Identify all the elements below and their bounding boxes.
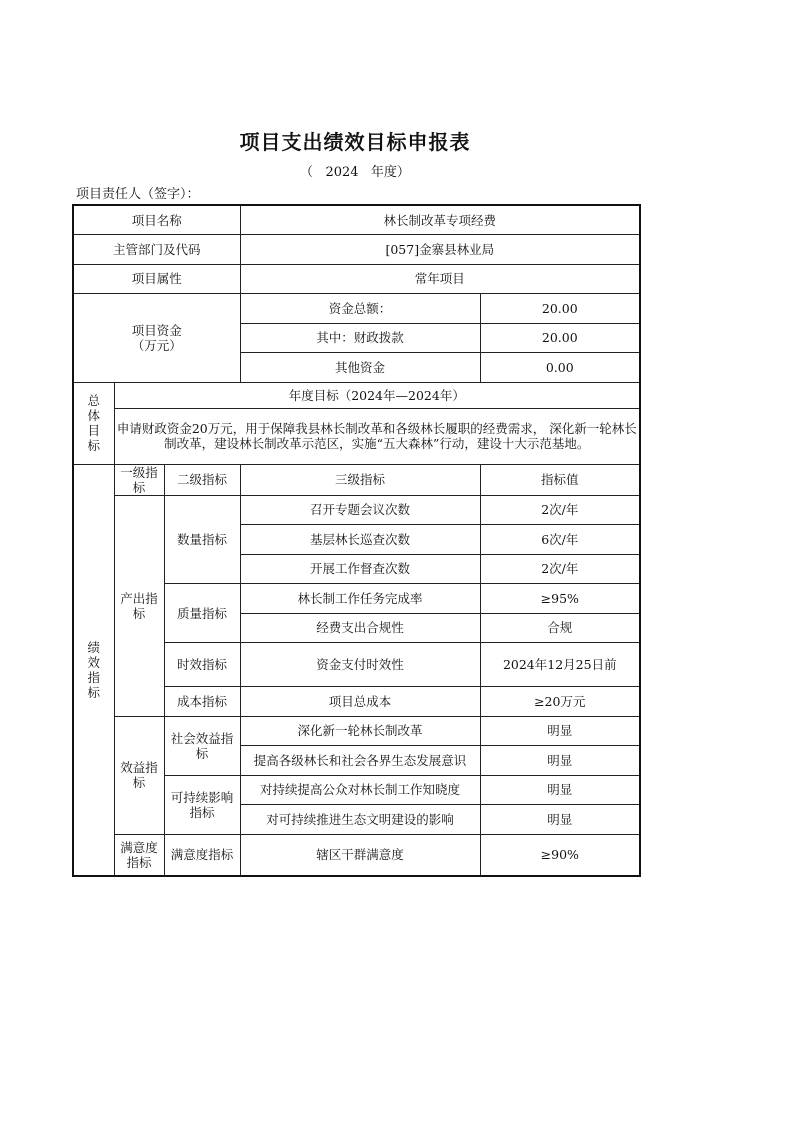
side-char: 效: [87, 654, 100, 670]
indicator-value: 合规: [480, 613, 640, 643]
indicator-value: ≥90%: [480, 834, 640, 876]
indicator-name: 开展工作督查次数: [240, 554, 480, 584]
label-line: 标: [132, 605, 146, 621]
year-line: （ 2024 年度）: [300, 165, 410, 180]
year-target-heading: 年度目标（2024年—2024年）: [114, 382, 640, 408]
other-funds-label: 其他资金: [240, 353, 480, 383]
responsible-signature-label: 项目责任人（签字）：: [76, 187, 200, 202]
indicator-name: 对持续提高公众对林长制工作知晓度: [240, 775, 480, 805]
project-attribute-value: 常年项目: [240, 264, 640, 294]
header-level2: 二级指标: [164, 464, 240, 495]
benefit-indicator-label: [114, 716, 164, 834]
other-funds-value: 0.00: [480, 353, 640, 383]
side-char: 标: [87, 438, 100, 453]
social-benefit-label: [164, 716, 240, 775]
label-line: 标: [132, 775, 146, 790]
project-funds-label-line2: （万元）: [131, 337, 182, 353]
label-line: 社会效益指: [170, 730, 234, 746]
indicator-value: ≥95%: [480, 584, 640, 614]
cost-indicator-label: 成本指标: [164, 687, 240, 717]
label-line: 标: [195, 745, 209, 761]
indicator-name: 对可持续推进生态文明建设的影响: [240, 805, 480, 835]
project-name-label: 项目名称: [73, 205, 240, 235]
project-attribute-label: 项目属性: [73, 264, 240, 294]
total-funds-label: 资金总额：: [240, 294, 480, 324]
page-title: 项目支出绩效目标申报表: [239, 130, 471, 154]
side-char: 目: [87, 423, 100, 438]
indicator-value: 明显: [480, 775, 640, 805]
side-char: 标: [87, 684, 100, 700]
indicator-value: 2次/年: [480, 554, 640, 584]
label-line: 满意度: [120, 839, 158, 855]
department-label: 主管部门及代码: [73, 235, 240, 265]
indicator-name: 项目总成本: [240, 687, 480, 717]
quality-indicator-label: 质量指标: [164, 584, 240, 643]
header-level3: 三级指标: [240, 464, 480, 495]
indicator-name: 召开专题会议次数: [240, 495, 480, 525]
indicator-value: 明显: [480, 716, 640, 746]
fiscal-funds-value: 20.00: [480, 323, 640, 353]
indicator-value: 2次/年: [480, 495, 640, 525]
total-funds-value: 20.00: [480, 294, 640, 324]
header-level1: 一级指标: [114, 464, 164, 495]
quantity-indicator-label: 数量指标: [164, 495, 240, 584]
header-value: 指标值: [480, 464, 640, 495]
indicator-value: 明显: [480, 746, 640, 776]
overall-goal-side-label: [73, 382, 114, 464]
label-line: 效益指: [120, 760, 158, 775]
output-indicator-label: [114, 495, 164, 716]
indicator-value: 2024年12月25日前: [480, 643, 640, 687]
indicator-name: 辖区干群满意度: [240, 834, 480, 876]
side-char: 体: [87, 408, 100, 423]
department-value: [057]金寨县林业局: [240, 235, 640, 265]
indicator-name: 提高各级林长和社会各界生态发展意识: [240, 746, 480, 776]
project-funds-label-line1: 项目资金: [131, 322, 182, 338]
indicator-value: 明显: [480, 805, 640, 835]
indicator-name: 资金支付时效性: [240, 643, 480, 687]
indicators-side-label: [73, 464, 114, 876]
label-line: 指标: [189, 804, 215, 820]
indicator-value: 6次/年: [480, 525, 640, 555]
side-char: 绩: [87, 639, 100, 655]
label-line: 产出指: [120, 590, 158, 606]
indicator-name: 林长制工作任务完成率: [240, 584, 480, 614]
overall-goal-text: 申请财政资金20万元，用于保障我县林长制改革和各级林长履职的经费需求， 深化新一轮林长制改革，建设林长制改革示范区，实施“五大森林”行动，建设十大示范基地。: [114, 408, 640, 464]
project-name-value: 林长制改革专项经费: [240, 205, 640, 235]
fiscal-funds-label: 其中：财政拨款: [240, 323, 480, 353]
satisfaction-indicator-label: [114, 834, 164, 876]
performance-target-table: [72, 204, 641, 877]
indicator-name: 经费支出合规性: [240, 613, 480, 643]
satisfaction-sub-label: 满意度指标: [164, 834, 240, 876]
side-char: 指: [87, 669, 100, 685]
label-line: 可持续影响: [170, 789, 234, 805]
side-char: 总: [87, 393, 100, 408]
label-line: 指标: [126, 854, 152, 870]
sustainability-label: [164, 775, 240, 834]
indicator-value: ≥20万元: [480, 687, 640, 717]
indicator-name: 基层林长巡查次数: [240, 525, 480, 555]
project-funds-label: [73, 294, 240, 383]
indicator-name: 深化新一轮林长制改革: [240, 716, 480, 746]
timeliness-indicator-label: 时效指标: [164, 643, 240, 687]
